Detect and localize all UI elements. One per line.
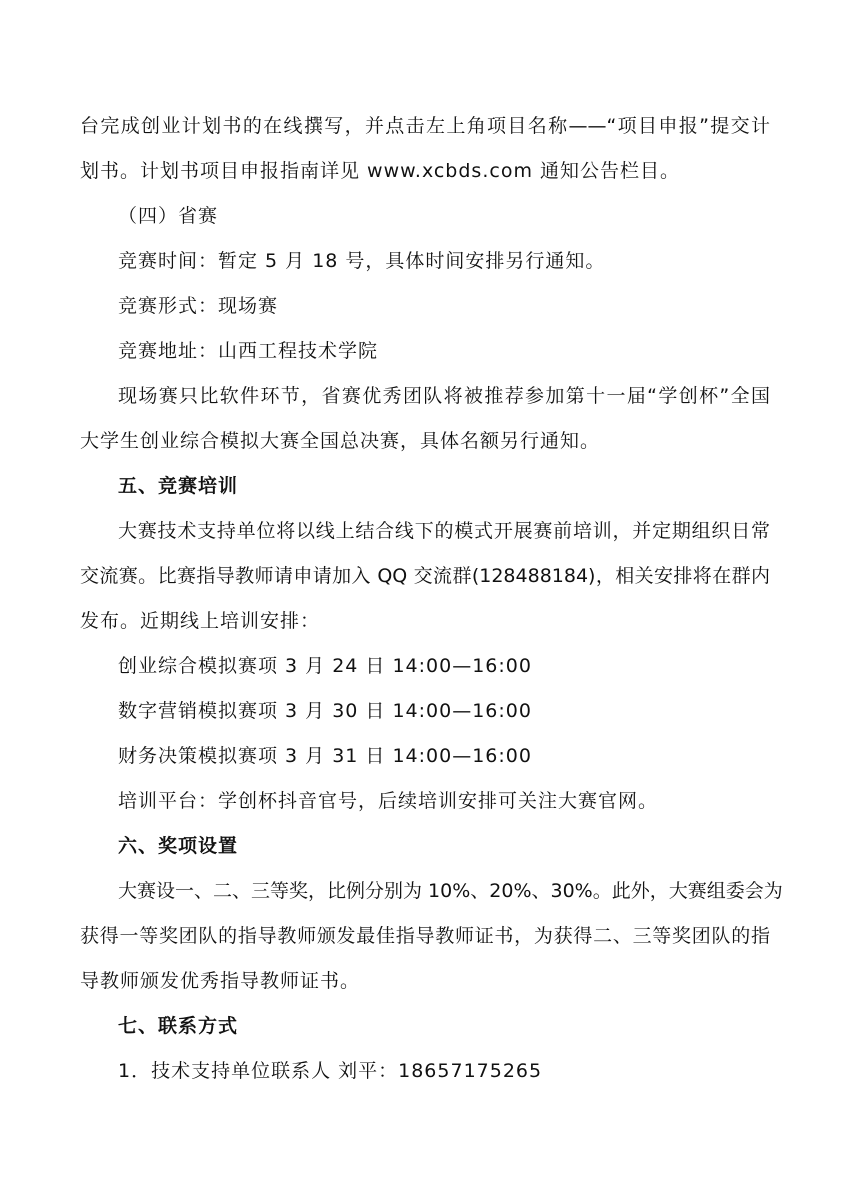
paragraph-line: 交流赛。比赛指导教师请申请加入 QQ 交流群(128488184)，相关安排将在群内 [80,565,770,587]
paragraph-line: 大学生创业综合模拟大赛全国总决赛，具体名额另行通知。 [80,430,601,452]
competition-time: 竞赛时间：暂定 5 月 18 号，具体时间安排另行通知。 [118,250,606,272]
paragraph-line: 获得一等奖团队的指导教师颁发最佳指导教师证书，为获得二、三等奖团队的指 [80,925,770,947]
section-heading-contact: 七、联系方式 [118,1015,239,1037]
training-schedule-item: 数字营销模拟赛项 3 月 30 日 14:00—16:00 [118,700,532,722]
section-heading-training: 五、竞赛培训 [118,475,239,497]
competition-location: 竞赛地址：山西工程技术学院 [118,340,379,362]
competition-format: 竞赛形式：现场赛 [118,295,279,317]
training-platform: 培训平台：学创杯抖音官号，后续培训安排可关注大赛官网。 [118,790,659,812]
paragraph-line: 大赛技术支持单位将以线上结合线下的模式开展赛前培训，并定期组织日常 [118,520,770,542]
training-schedule-item: 创业综合模拟赛项 3 月 24 日 14:00—16:00 [118,655,532,677]
paragraph-line: 划书。计划书项目申报指南详见 www.xcbds.com 通知公告栏目。 [80,160,680,182]
contact-line: 1．技术支持单位联系人 刘平：18657175265 [118,1060,543,1082]
paragraph-line: 导教师颁发优秀指导教师证书。 [80,970,361,992]
section-heading-awards: 六、奖项设置 [118,835,239,857]
training-schedule-item: 财务决策模拟赛项 3 月 31 日 14:00—16:00 [118,745,532,767]
paragraph-line: 大赛设一、二、三等奖，比例分别为 10%、20%、30%。此外，大赛组委会为 [118,880,783,902]
paragraph-line: 发布。近期线上培训安排： [80,610,321,632]
paragraph-line: 台完成创业计划书的在线撰写，并点击左上角项目名称——“项目申报”提交计 [80,115,770,137]
section-subheading: （四）省赛 [118,205,219,227]
paragraph-line: 现场赛只比软件环节，省赛优秀团队将被推荐参加第十一届“学创杯”全国 [118,385,770,407]
